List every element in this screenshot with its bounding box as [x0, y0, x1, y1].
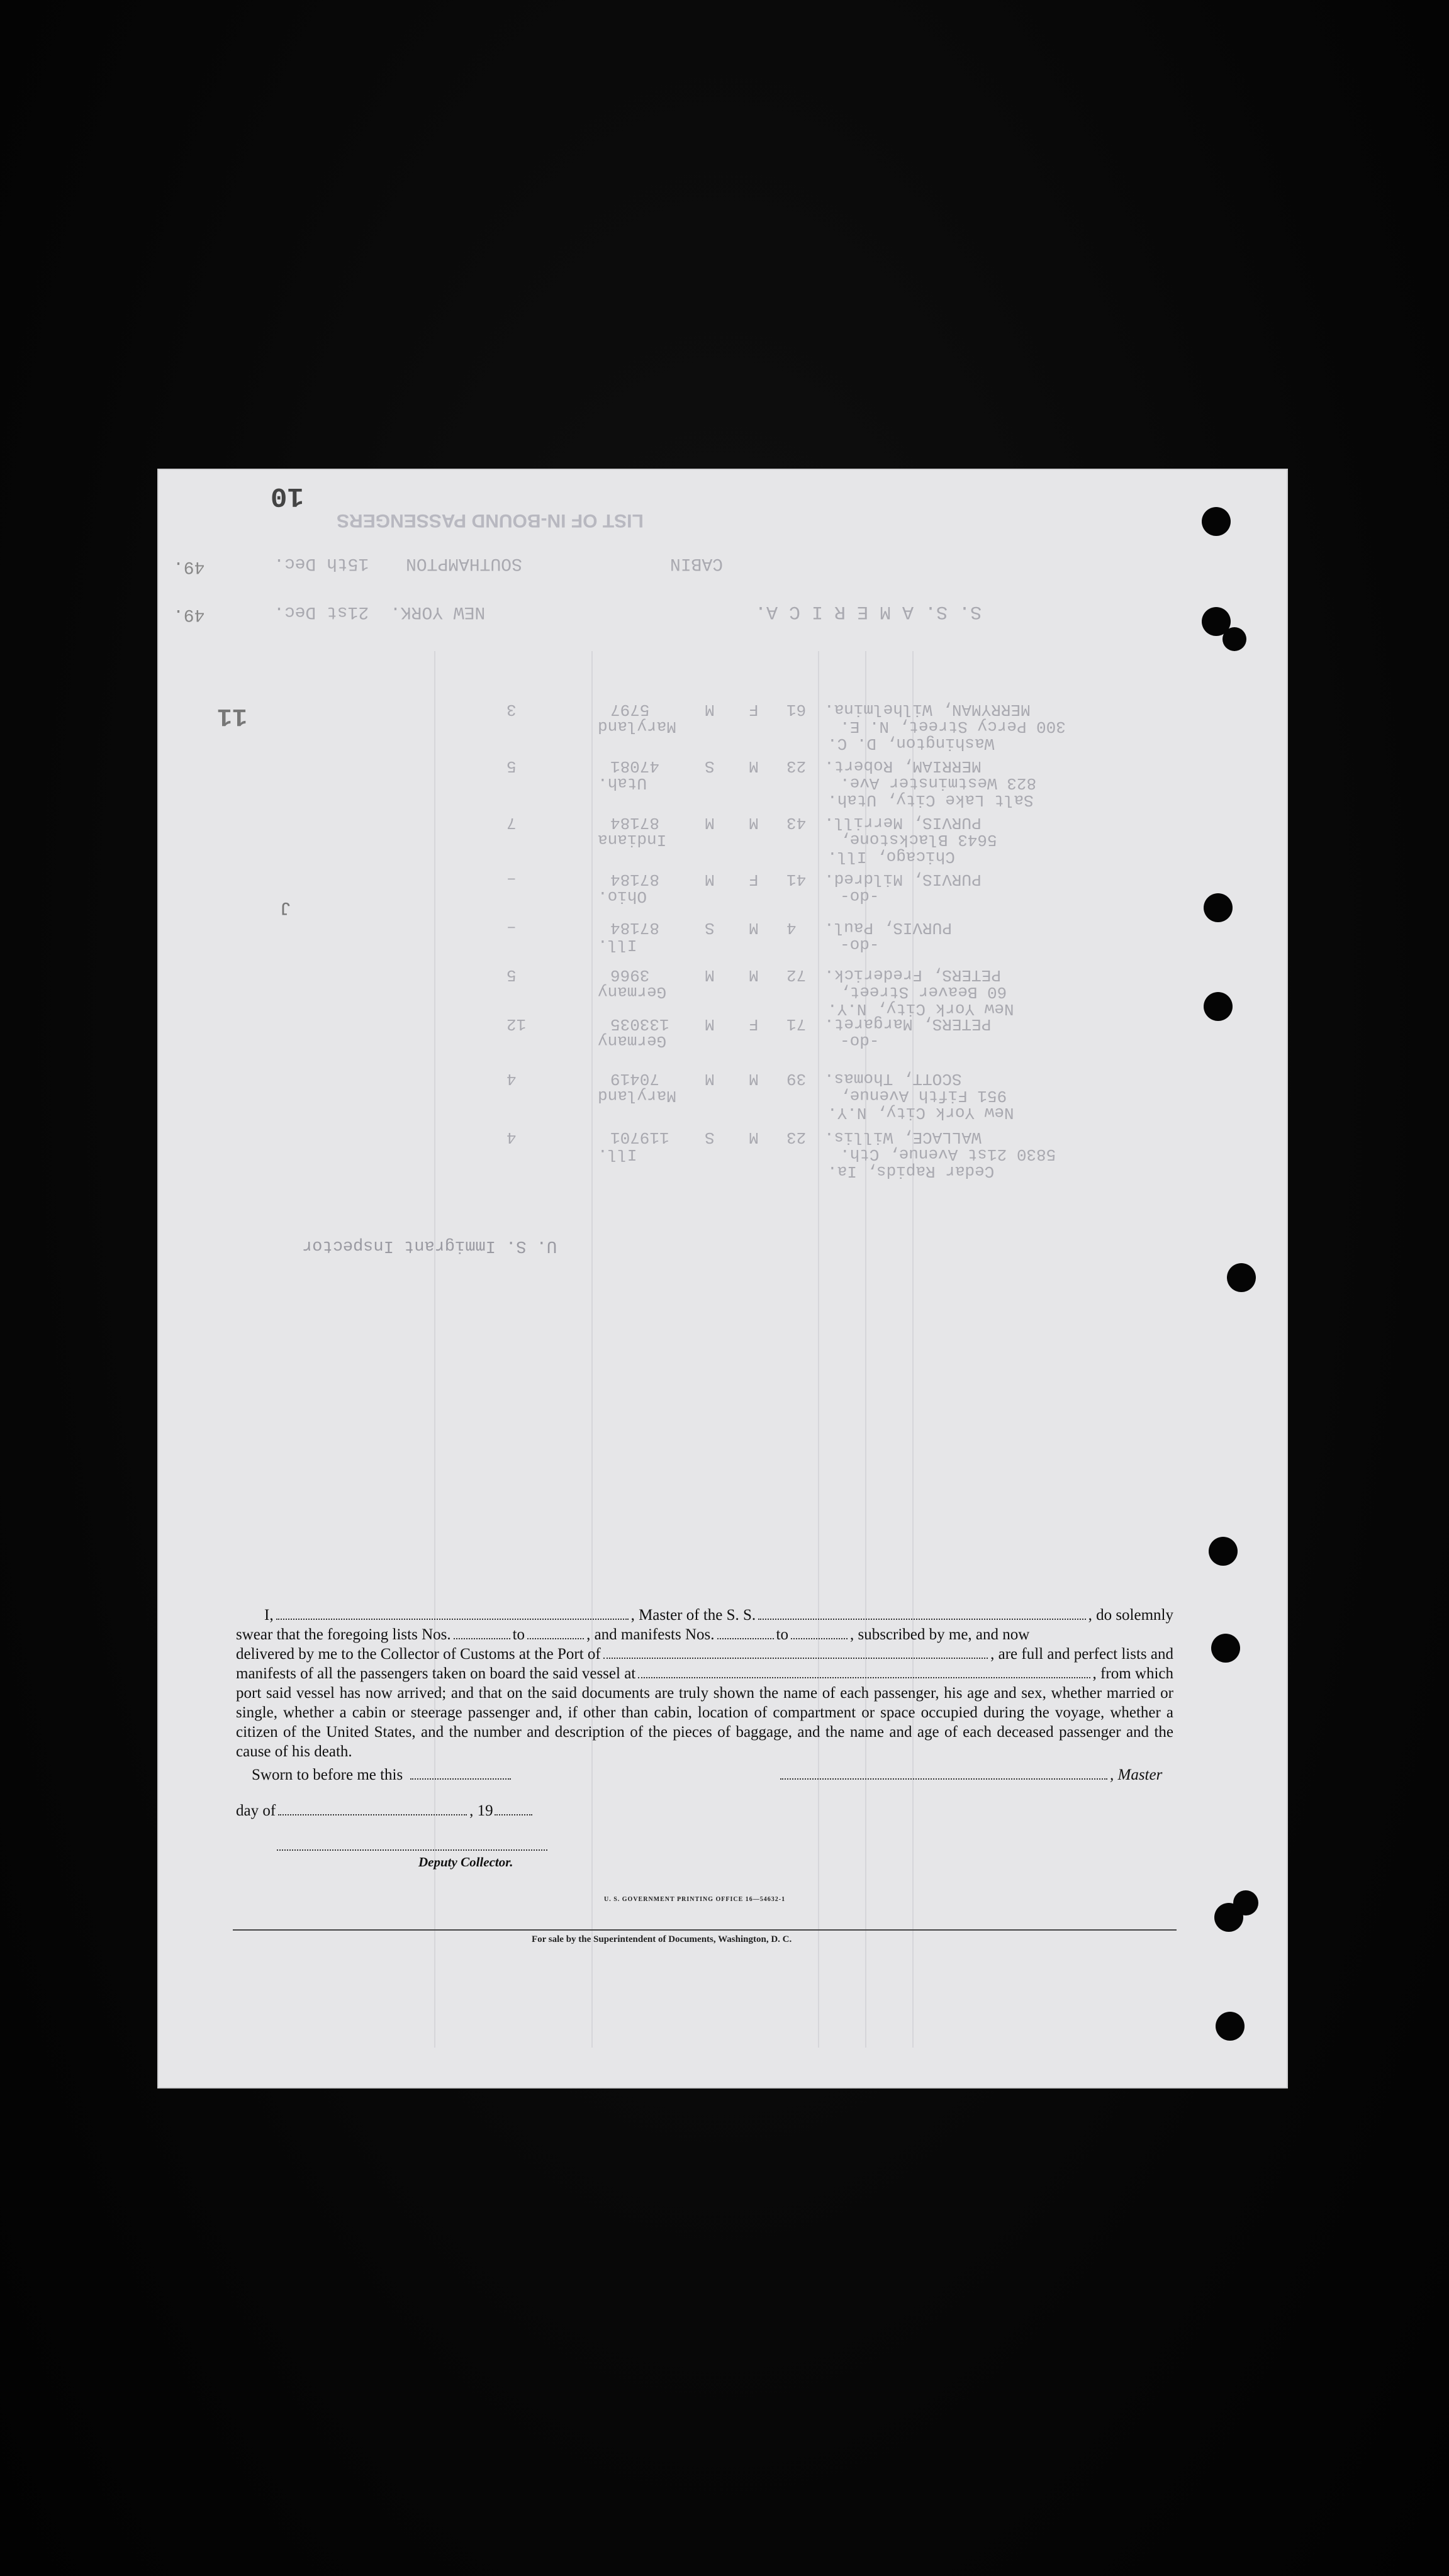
oath-line: delivered by me to the Collector of Customs at the Port of , are full and perfect lists and	[236, 1646, 1173, 1663]
passenger-name: SCOTT, Thomas.	[824, 1069, 962, 1088]
binder-hole	[1211, 1634, 1240, 1663]
baggage-pieces: 4	[506, 1069, 517, 1088]
passenger-name: MERRYMAN, Wilhelmina.	[824, 700, 1031, 719]
deputy-signature-line	[277, 1849, 547, 1851]
header-year-from: 49.	[173, 557, 205, 576]
page-number: 10	[271, 480, 304, 511]
header-year-to: 49.	[173, 605, 205, 624]
passport-issue-place: Utah.	[598, 774, 647, 793]
column-line	[818, 651, 819, 2048]
passport-issue-place: Maryland	[598, 1086, 676, 1105]
passenger-address: 951 Fifth Avenue,	[840, 1086, 1007, 1105]
passenger-name: PETERS, Frederick.	[824, 966, 1001, 984]
passenger-sex: M	[749, 1069, 759, 1088]
passenger-status: M	[705, 870, 715, 889]
master-signature: , Master	[780, 1766, 1162, 1784]
passenger-name: PETERS, Margaret.	[824, 1015, 992, 1034]
baggage-pieces: –	[506, 870, 517, 889]
oath-paragraph	[236, 1605, 1173, 1761]
passport-issue-place: Ohio.	[598, 887, 647, 906]
passport-number: 70419	[610, 1069, 660, 1088]
oath-line: I, , Master of the S. S. , do solemnly	[264, 1607, 1173, 1624]
passenger-age: 71	[786, 1015, 807, 1034]
binder-hole	[1216, 2012, 1245, 2041]
passenger-age: 23	[786, 757, 807, 776]
passenger-sex: F	[749, 870, 759, 889]
passenger-age: 4	[786, 918, 797, 937]
passport-issue-place: Ill.	[598, 935, 637, 954]
passenger-sex: F	[749, 700, 759, 719]
passenger-address: -do-	[840, 1032, 880, 1051]
passenger-status: M	[705, 1015, 715, 1034]
passenger-status: S	[705, 918, 715, 937]
passenger-age: 61	[786, 700, 807, 719]
passport-number: 3966	[610, 966, 650, 984]
manifest-sheet	[157, 469, 1288, 2088]
passenger-status: M	[705, 1069, 715, 1088]
passenger-address: 300 Percy Street, N. E.	[840, 717, 1066, 736]
passenger-address: -do-	[840, 887, 880, 906]
passenger-address: Washington, D. C.	[827, 734, 995, 753]
passenger-name: MERRIAM, Robert.	[824, 757, 982, 776]
oath-line: manifests of all the passengers taken on board the said vessel at , from which	[236, 1665, 1173, 1682]
header-port-to: NEW YORK.	[390, 602, 486, 622]
passenger-sex: M	[749, 918, 759, 937]
form-title: LIST OF IN-BOUND PASSENGERS	[337, 510, 644, 531]
binder-hole	[1202, 507, 1231, 536]
passport-number: 87184	[610, 813, 660, 832]
margin-mark: J	[280, 896, 292, 918]
passport-issue-place: Maryland	[598, 717, 676, 736]
sworn-line: Sworn to before me this	[252, 1766, 511, 1784]
column-line	[591, 651, 593, 2048]
baggage-pieces: –	[506, 918, 517, 937]
binder-hole	[1204, 992, 1233, 1021]
header-class: CABIN	[670, 554, 724, 573]
passport-issue-place: Germany	[598, 983, 667, 1001]
binder-hole	[1233, 1890, 1258, 1915]
passport-issue-place: Ill.	[598, 1145, 637, 1164]
passport-issue-place: Germany	[598, 1032, 667, 1051]
deputy-collector-label: Deputy Collector.	[418, 1854, 513, 1870]
header-ship: S. S. A M E R I C A.	[755, 601, 982, 622]
passport-number: 133035	[610, 1015, 669, 1034]
binder-hole	[1227, 1263, 1256, 1292]
footer-rule	[233, 1929, 1177, 1931]
margin-mark: 11	[217, 701, 248, 730]
header-date-to: 21st Dec.	[274, 602, 369, 622]
header-date-from: 15th Dec.	[274, 554, 369, 573]
passport-number: 5797	[610, 700, 650, 719]
passenger-age: 43	[786, 813, 807, 832]
passenger-address: 823 Westminster Ave.	[840, 774, 1037, 793]
passenger-name: WALLACE, Willis.	[824, 1128, 982, 1147]
passenger-sex: M	[749, 966, 759, 984]
passenger-address: 5830 21st Avenue, Cth.	[840, 1145, 1056, 1164]
passenger-address: New York City, N.Y.	[827, 1103, 1014, 1122]
oath-line: swear that the foregoing lists Nos. to , and manifests Nos. to , subscribed by me, and now	[236, 1626, 1030, 1643]
passenger-age: 39	[786, 1069, 807, 1088]
baggage-pieces: 3	[506, 700, 517, 719]
passenger-age: 23	[786, 1128, 807, 1147]
passenger-status: S	[705, 1128, 715, 1147]
passenger-name: PURVIS, Mildred.	[824, 870, 982, 889]
passenger-sex: F	[749, 1015, 759, 1034]
passport-number: 47081	[610, 757, 660, 776]
passport-issue-place: Indiana	[598, 830, 667, 849]
baggage-pieces: 5	[506, 757, 517, 776]
printing-office-line: U. S. GOVERNMENT PRINTING OFFICE 16—54632-1	[604, 1896, 786, 1903]
oath-rest: port said vessel has now arrived; and that on the said documents are truly shown the name of each passenger, his age and sex, whether married or single, whether a cabin or steerage passenger and, if other than cabin, location of compartment or space occupied during the voyage, whether a citizen of the United States, and the number and description of the pieces of baggage, and the name and age of each deceased passenger and the cause of his death.	[236, 1685, 1173, 1760]
binder-hole	[1204, 893, 1233, 922]
binder-hole	[1222, 627, 1246, 651]
passenger-address: 5643 Blackstone,	[840, 830, 997, 849]
baggage-pieces: 12	[506, 1015, 527, 1034]
passenger-address: New York City, N.Y.	[827, 1000, 1014, 1018]
passenger-status: M	[705, 966, 715, 984]
passenger-status: S	[705, 757, 715, 776]
passport-number: 87184	[610, 918, 660, 937]
binder-hole	[1209, 1537, 1238, 1566]
passenger-address: Salt Lake City, Utah.	[827, 791, 1034, 810]
day-of-line: day of , 19	[236, 1802, 532, 1820]
passenger-sex: M	[749, 1128, 759, 1147]
passenger-status: M	[705, 813, 715, 832]
passenger-address: Chicago, Ill.	[827, 847, 955, 866]
passenger-age: 72	[786, 966, 807, 984]
passenger-address: Cedar Rapids, Ia.	[827, 1162, 995, 1181]
passenger-sex: M	[749, 757, 759, 776]
passenger-name: PURVIS, Paul.	[824, 918, 952, 937]
passenger-name: PURVIS, Merrill.	[824, 813, 982, 832]
passenger-status: M	[705, 700, 715, 719]
sale-line: For sale by the Superintendent of Documents, Washington, D. C.	[532, 1934, 792, 1944]
passenger-age: 41	[786, 870, 807, 889]
passenger-address: -do-	[840, 935, 880, 954]
baggage-pieces: 5	[506, 966, 517, 984]
passenger-address: 60 Beaver Street,	[840, 983, 1007, 1001]
passport-number: 87184	[610, 870, 660, 889]
passenger-sex: M	[749, 813, 759, 832]
inspector-stamp: U. S. Immigrant Inspector	[302, 1236, 557, 1255]
header-port-from: SOUTHAMPTON	[406, 554, 522, 573]
baggage-pieces: 4	[506, 1128, 517, 1147]
column-line	[434, 651, 435, 2048]
baggage-pieces: 7	[506, 813, 517, 832]
passport-number: 119701	[610, 1128, 669, 1147]
